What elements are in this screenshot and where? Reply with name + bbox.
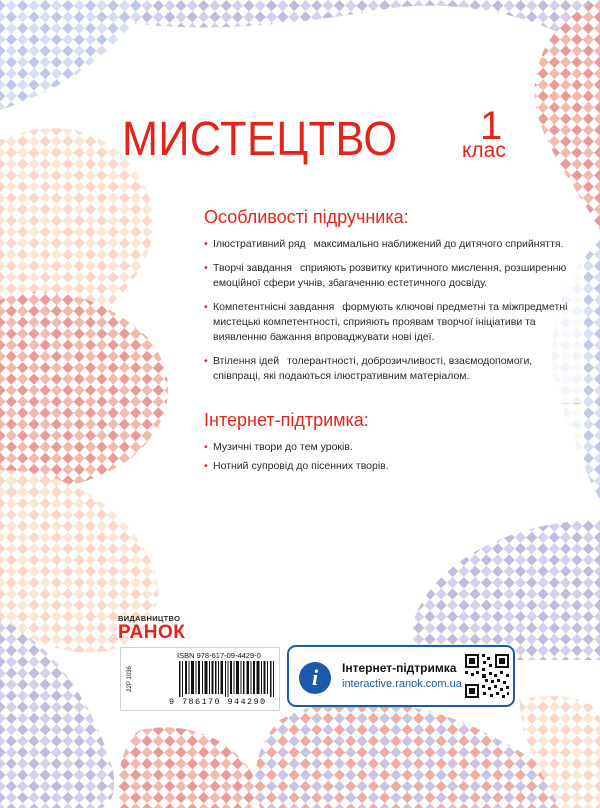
- side-code: [123, 652, 137, 706]
- internet-support-box: [287, 645, 515, 707]
- support-heading: Інтернет-підтримка:: [204, 410, 369, 430]
- web-support-link[interactable]: interactive.ranok.com.ua: [342, 678, 462, 690]
- feature-lead: Втілення ідей: [213, 355, 280, 367]
- isbn-number: ISBN 978-617-09-4429-0: [177, 651, 261, 660]
- feature-text: максимально наближений до дитячого сприйняття.: [313, 238, 564, 250]
- web-support-title: Інтернет-підтримка: [342, 661, 457, 675]
- feature-text: толерантності, доброзичливості, взаємодопомоги, співпраці, які подаються ілюстративним матеріалом.: [213, 355, 533, 382]
- feature-item: [204, 300, 580, 345]
- publisher-name: РАНОК: [118, 622, 186, 643]
- publisher-logo: [118, 614, 198, 643]
- ean-digits: 9 786170 944290: [169, 697, 267, 707]
- isbn-barcode-block: [120, 647, 280, 711]
- info-icon: i: [299, 662, 331, 694]
- qr-code-icon: [463, 652, 511, 700]
- feature-text: сприяють розвитку критичного мислення, розширенню емоційної сфери учнів, збагаченню естетичного досвіду.: [213, 262, 567, 289]
- grade-label: клас: [462, 139, 506, 162]
- publisher-label: ВИДАВНИЦТВО: [118, 614, 181, 623]
- side-code-text: 22Р 1036: [127, 666, 133, 692]
- features-list: [204, 237, 580, 384]
- features-section: [200, 201, 584, 403]
- feature-lead: Творчі завдання: [213, 262, 292, 274]
- barcode-graphic: [179, 661, 275, 697]
- feature-item: [204, 261, 580, 291]
- support-item: • Нотний супровід до пісенних творів.: [204, 459, 580, 474]
- internet-support-section: [200, 404, 584, 486]
- book-title: МИСТЕЦТВО: [122, 113, 398, 166]
- support-item: • Музичні твори до тем уроків.: [204, 440, 580, 455]
- feature-item: [204, 237, 580, 252]
- feature-lead: Компетентнісні завдання: [213, 301, 335, 313]
- grade-number: 1: [480, 104, 503, 148]
- support-list: [204, 440, 580, 474]
- feature-item: [204, 354, 580, 384]
- feature-text: формують ключові предметні та міжпредметні мистецькі компетентності, сприяють проявам творчої ініціативи та виявленню бажання впроваджувати нові ідеї.: [213, 301, 568, 343]
- features-heading: Особливості підручника:: [204, 207, 409, 227]
- feature-lead: Ілюстративний ряд: [213, 238, 306, 250]
